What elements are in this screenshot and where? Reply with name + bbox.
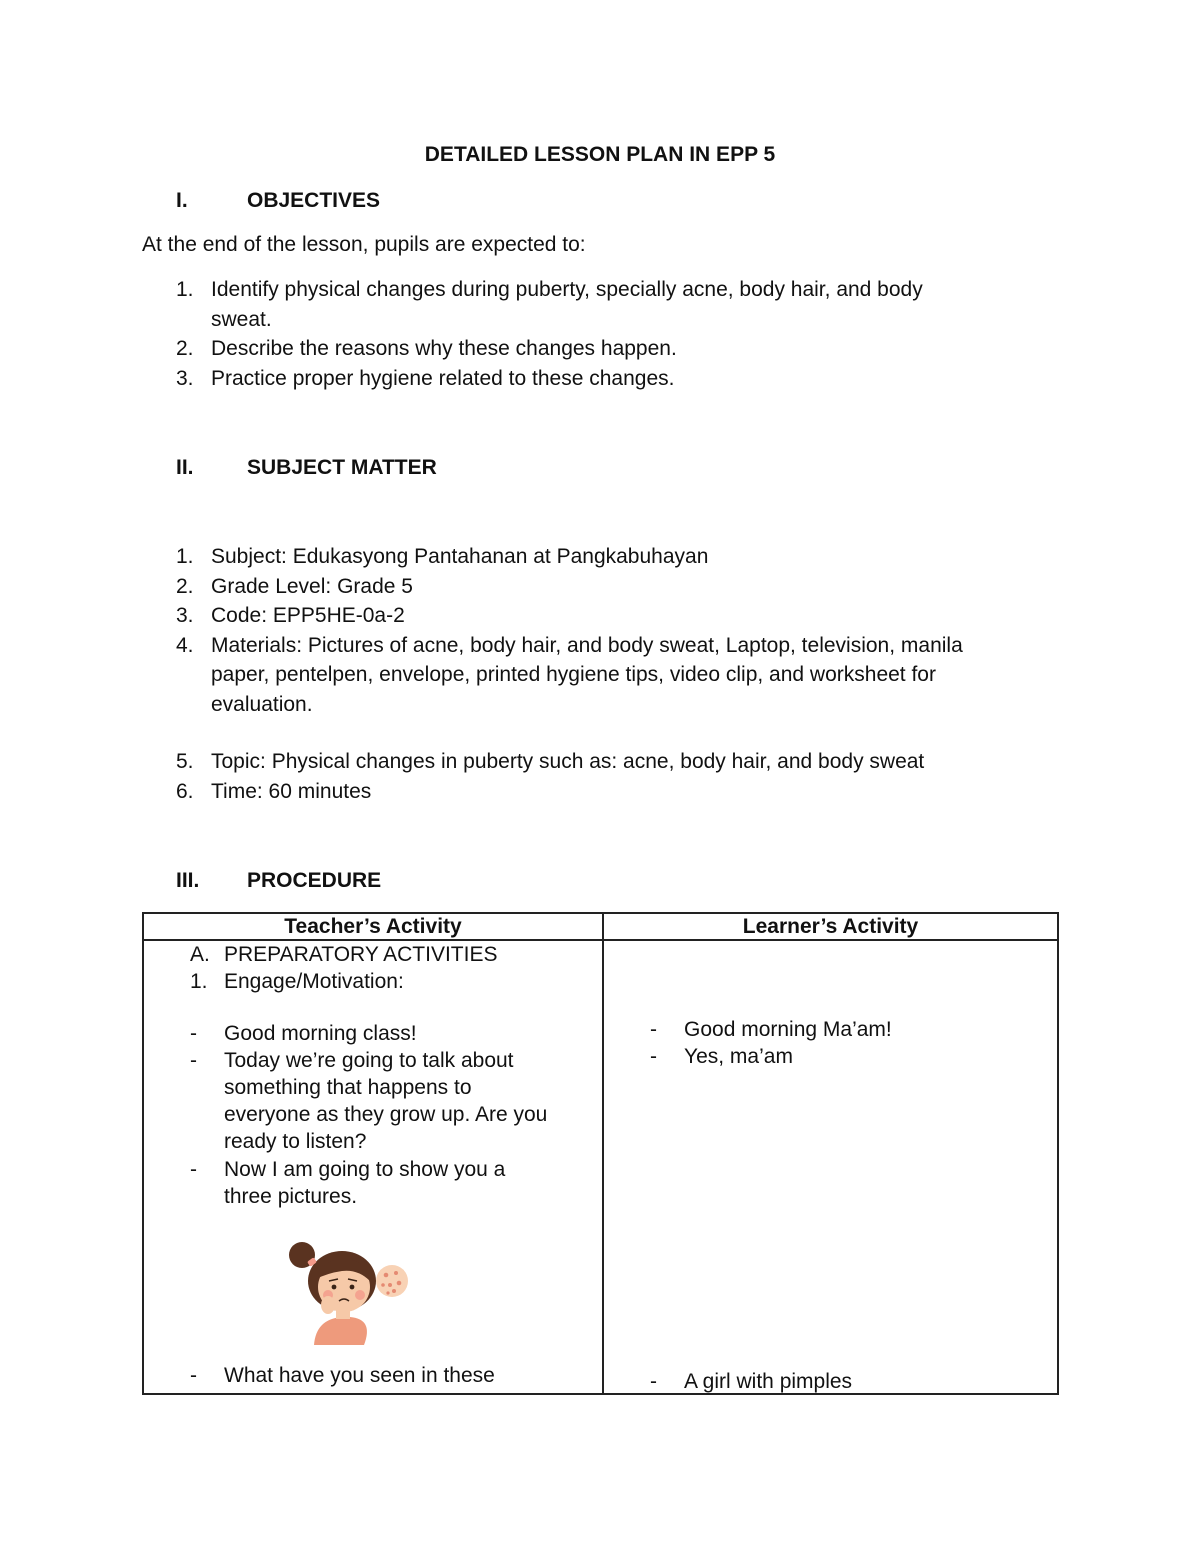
teacher-line: something that happens to [224, 1076, 472, 1099]
bullet-dash: - [190, 1364, 197, 1387]
objectives-list [176, 275, 1076, 393]
acne-closeup-icon [376, 1265, 408, 1297]
list-item [176, 601, 1076, 631]
item-number: 1. [176, 545, 194, 568]
bullet-dash: - [190, 1049, 197, 1072]
item-text: paper, pentelpen, envelope, printed hygiene tips, video clip, and worksheet for [211, 663, 936, 686]
procedure-table [142, 912, 1059, 1395]
teacher-line: Today we’re going to talk about [224, 1049, 514, 1072]
teacher-line: ready to listen? [224, 1130, 367, 1153]
item-text: Describe the reasons why these changes happen. [211, 337, 677, 360]
teacher-line: Good morning class! [224, 1022, 417, 1045]
acne-dot [388, 1283, 392, 1287]
shirt-shape [314, 1317, 367, 1345]
hand-shape [321, 1296, 335, 1314]
section-number: I. [176, 189, 188, 212]
header-teacher-activity: Teacher’s Activity [143, 913, 603, 940]
acne-dot [384, 1273, 389, 1278]
section-label: SUBJECT MATTER [247, 456, 437, 479]
bullet-dash: - [190, 1158, 197, 1181]
list-item [176, 542, 1076, 572]
section-label: OBJECTIVES [247, 189, 381, 212]
list-item [176, 364, 1076, 394]
item-text: Code: EPP5HE-0a-2 [211, 604, 405, 627]
eye-right [350, 1285, 355, 1290]
item-text: Subject: Edukasyong Pantahanan at Pangkabuhayan [211, 545, 709, 568]
acne-dot [394, 1271, 398, 1275]
section-number: II. [176, 456, 194, 479]
blush-right [355, 1290, 365, 1300]
teacher-activity-cell [143, 940, 603, 1394]
teacher-line: everyone as they grow up. Are you [224, 1103, 548, 1126]
teacher-line: three pictures. [224, 1185, 358, 1208]
teacher-line: Now I am going to show you a [224, 1158, 506, 1181]
item-number: 3. [176, 366, 194, 390]
section-subject-matter-heading [176, 456, 437, 480]
list-item [176, 334, 1076, 364]
item-number: 2. [176, 574, 194, 598]
item-number: 4. [176, 633, 194, 657]
section-procedure-heading [176, 869, 381, 893]
item-text: evaluation. [211, 692, 313, 716]
section-number: III. [176, 869, 200, 892]
teacher-line: What have you seen in these [224, 1364, 495, 1387]
bullet-dash: - [650, 1018, 657, 1041]
header-learner-activity: Learner’s Activity [603, 913, 1058, 940]
learner-line: Good morning Ma’am! [684, 1018, 892, 1041]
item-number: 6. [176, 779, 194, 803]
item-number: 2. [176, 337, 194, 360]
objectives-intro: At the end of the lesson, pupils are expected to: [142, 233, 586, 256]
item-text: Practice proper hygiene related to these changes. [211, 366, 675, 390]
section-objectives-heading [176, 189, 380, 213]
item-text: Grade Level: Grade 5 [211, 574, 413, 598]
table-header-row [143, 913, 1058, 940]
bullet-dash: - [650, 1370, 657, 1393]
engage-motivation-label: Engage/Motivation: [224, 970, 404, 993]
item-text: Time: 60 minutes [211, 779, 372, 803]
item-number: 5. [176, 750, 194, 773]
table-row [143, 940, 1058, 1394]
item-text: Identify physical changes during puberty, specially acne, body hair, and body [211, 278, 923, 301]
acne-dot [386, 1291, 389, 1294]
list-item [176, 275, 1076, 334]
item-number: 3. [176, 604, 194, 627]
list-item [176, 572, 1076, 602]
item-number: 1. [190, 970, 208, 993]
item-number: 1. [176, 278, 194, 301]
item-text: sweat. [211, 307, 272, 331]
acne-dot [397, 1281, 402, 1286]
acne-dot [392, 1289, 396, 1293]
item-text: Topic: Physical changes in puberty such as: acne, body hair, and body sweat [211, 750, 925, 773]
bullet-dash: - [650, 1045, 657, 1068]
item-text: Materials: Pictures of acne, body hair, and body sweat, Laptop, television, manila [211, 633, 963, 657]
learner-line: Yes, ma’am [684, 1045, 793, 1068]
learner-line: A girl with pimples [684, 1370, 853, 1393]
girl-with-acne-illustration [284, 1235, 414, 1347]
preparatory-activities-label: PREPARATORY ACTIVITIES [224, 943, 498, 966]
list-item [176, 747, 1076, 777]
acne-dot [381, 1283, 385, 1287]
document-title: DETAILED LESSON PLAN IN EPP 5 [424, 143, 776, 166]
learner-activity-cell [603, 940, 1058, 1394]
subject-matter-list [176, 542, 1076, 806]
list-item [176, 777, 1076, 807]
list-item [176, 631, 1076, 720]
section-marker: A. [190, 943, 210, 966]
list-spacer [176, 719, 1076, 747]
section-label: PROCEDURE [247, 869, 382, 892]
bullet-dash: - [190, 1022, 197, 1045]
eye-left [332, 1285, 337, 1290]
